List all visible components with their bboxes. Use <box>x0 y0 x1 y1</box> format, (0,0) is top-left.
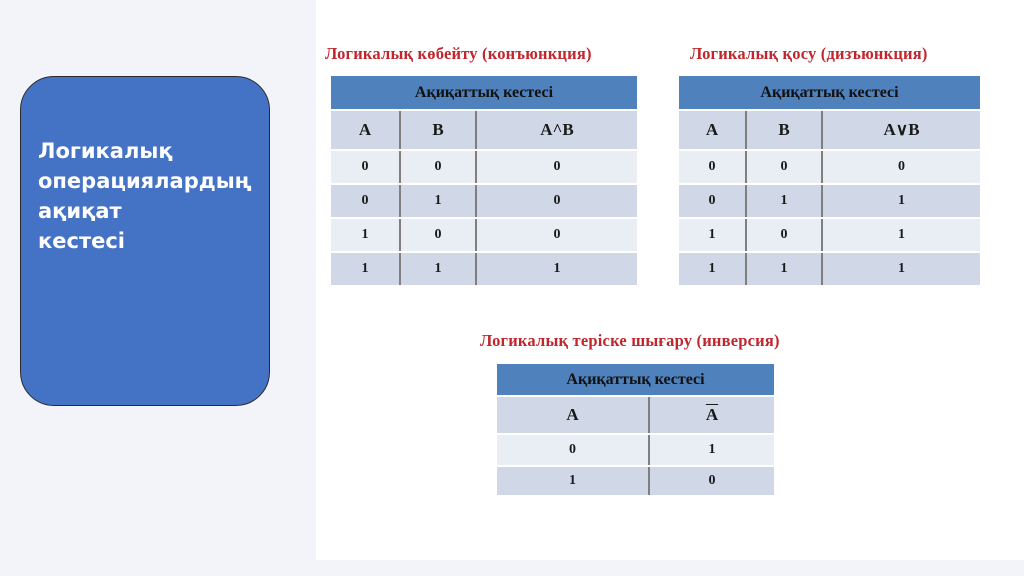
table-cell: 0 <box>649 466 774 496</box>
title-line: кестесі <box>38 229 126 253</box>
table-cell: 1 <box>746 184 822 218</box>
header-cell-b: B <box>400 110 476 150</box>
table-cell: 1 <box>679 252 746 286</box>
table-cell: 1 <box>822 184 980 218</box>
header-cell-result: A^B <box>476 110 637 150</box>
table-title: Ақиқаттық кестесі <box>331 76 637 110</box>
table-row <box>331 252 637 286</box>
table-cell: 0 <box>476 150 637 184</box>
table-row <box>331 150 637 184</box>
slide-title <box>38 136 318 256</box>
table-row <box>679 184 980 218</box>
conjunction-truth-table <box>331 76 637 287</box>
table-row <box>497 434 774 466</box>
table-cell: 1 <box>822 252 980 286</box>
conjunction-caption: Логикалық көбейту (конъюнкция) <box>325 44 592 63</box>
table-cell: 0 <box>679 150 746 184</box>
title-line: операциялардың <box>38 169 252 193</box>
table-row <box>331 184 637 218</box>
table-cell: 0 <box>746 150 822 184</box>
table-cell: 1 <box>679 218 746 252</box>
header-cell-result: A∨B <box>822 110 980 150</box>
table-cell: 0 <box>746 218 822 252</box>
table-cell: 0 <box>331 184 400 218</box>
table-row <box>331 218 637 252</box>
title-line: ақиқат <box>38 199 122 223</box>
title-line: Логикалық <box>38 139 173 163</box>
header-cell-not-a: $\overline{A}$ <box>649 396 774 434</box>
table-cell: 1 <box>331 252 400 286</box>
table-cell: 0 <box>331 150 400 184</box>
disjunction-caption: Логикалық қосу (дизъюнкция) <box>690 44 928 63</box>
header-cell-a: A <box>331 110 400 150</box>
table-row <box>497 466 774 496</box>
table-cell: 0 <box>476 184 637 218</box>
header-cell-b: B <box>746 110 822 150</box>
table-row <box>679 150 980 184</box>
table-cell: 1 <box>497 466 649 496</box>
table-row <box>679 218 980 252</box>
table-cell: 0 <box>400 218 476 252</box>
inversion-truth-table <box>497 364 774 497</box>
table-cell: 0 <box>400 150 476 184</box>
table-cell: 0 <box>679 184 746 218</box>
header-cell-a: A <box>497 396 649 434</box>
table-cell: 1 <box>822 218 980 252</box>
table-cell: 1 <box>400 184 476 218</box>
table-cell: 1 <box>649 434 774 466</box>
table-row <box>679 252 980 286</box>
table-cell: 0 <box>497 434 649 466</box>
bottom-strip <box>316 560 1024 576</box>
table-cell: 1 <box>331 218 400 252</box>
table-cell: 0 <box>476 218 637 252</box>
table-title: Ақиқаттық кестесі <box>497 364 774 396</box>
table-cell: 0 <box>822 150 980 184</box>
table-cell: 1 <box>476 252 637 286</box>
table-cell: 1 <box>400 252 476 286</box>
inversion-caption: Логикалық теріске шығару (инверсия) <box>480 331 780 350</box>
table-cell: 1 <box>746 252 822 286</box>
disjunction-truth-table <box>679 76 980 287</box>
table-title: Ақиқаттық кестесі <box>679 76 980 110</box>
header-cell-a: A <box>679 110 746 150</box>
